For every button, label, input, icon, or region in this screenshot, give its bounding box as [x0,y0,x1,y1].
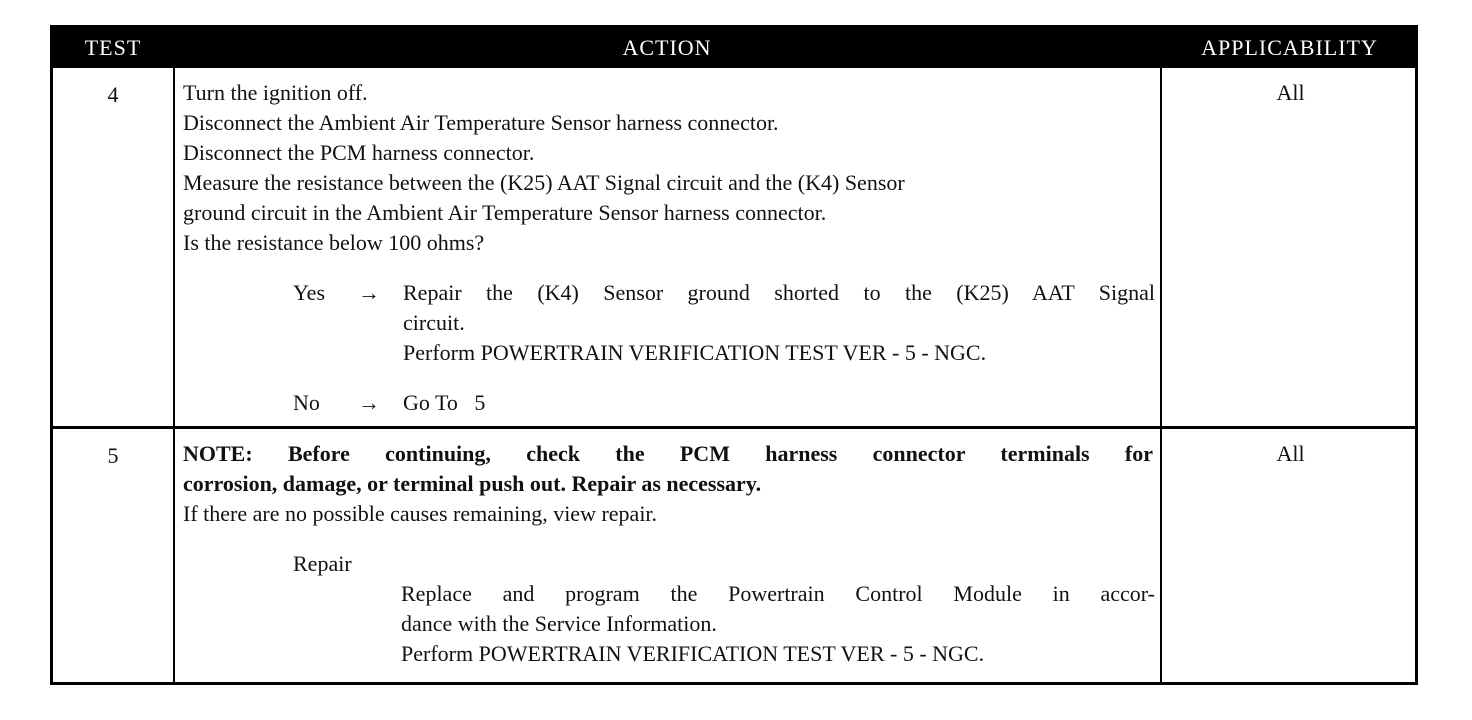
table-header [53,28,1415,68]
header-applicability: APPLICABILITY [1201,35,1378,60]
right-arrow-icon: → [358,280,380,305]
no-label: No [293,390,320,415]
step-text: Disconnect the PCM harness connector. [183,140,535,165]
step-text: Disconnect the Ambient Air Temperature Sensor harness connector. [183,110,779,135]
yes-label: Yes [293,280,326,305]
applicability-value: All [1276,80,1305,105]
step-text: Measure the resistance between the (K25) AAT Signal circuit and the (K4) Sensor [183,170,905,195]
go-to-link[interactable]: Go To 5 [403,390,486,415]
applicability-value: All [1276,441,1305,466]
header-action: ACTION [622,35,712,60]
diagnostic-test-table [50,25,1418,685]
test-number: 4 [107,82,119,107]
question-text: Is the resistance below 100 ohms? [183,230,485,255]
note-text: corrosion, damage, or terminal push out. Repair as necessary. [183,471,762,496]
test-number: 5 [107,443,119,468]
no-response-text [403,388,1153,418]
no-response [183,388,1153,418]
response-text: Perform POWERTRAIN VERIFICATION TEST VER - 5 - NGC. [403,340,987,365]
response-text: circuit. [403,310,465,335]
action-cell [183,78,1153,418]
response-text: Repair the (K4) Sensor ground shorted to the (K25) AAT Signal [403,280,1155,305]
repair-line: Replace and program the Powertrain Control Module in accor- [401,581,1155,606]
yes-response [183,278,1153,368]
header-test: TEST [84,35,142,60]
right-arrow-icon: → [358,390,380,415]
table-row-test-5 [53,429,1415,685]
table-row-test-4 [53,68,1415,426]
step-text: ground circuit in the Ambient Air Temperature Sensor harness connector. [183,200,827,225]
step-text: Turn the ignition off. [183,80,368,105]
action-cell [183,439,1153,669]
repair-text [401,579,1153,669]
repair-line: dance with the Service Information. [401,611,717,636]
repair-line: Perform POWERTRAIN VERIFICATION TEST VER - 5 - NGC. [401,641,985,666]
repair-label: Repair [293,551,352,576]
note-text: NOTE: Before continuing, check the PCM harness connector terminals for [183,441,1153,466]
step-text: If there are no possible causes remaining, view repair. [183,501,658,526]
yes-response-text [403,278,1153,368]
